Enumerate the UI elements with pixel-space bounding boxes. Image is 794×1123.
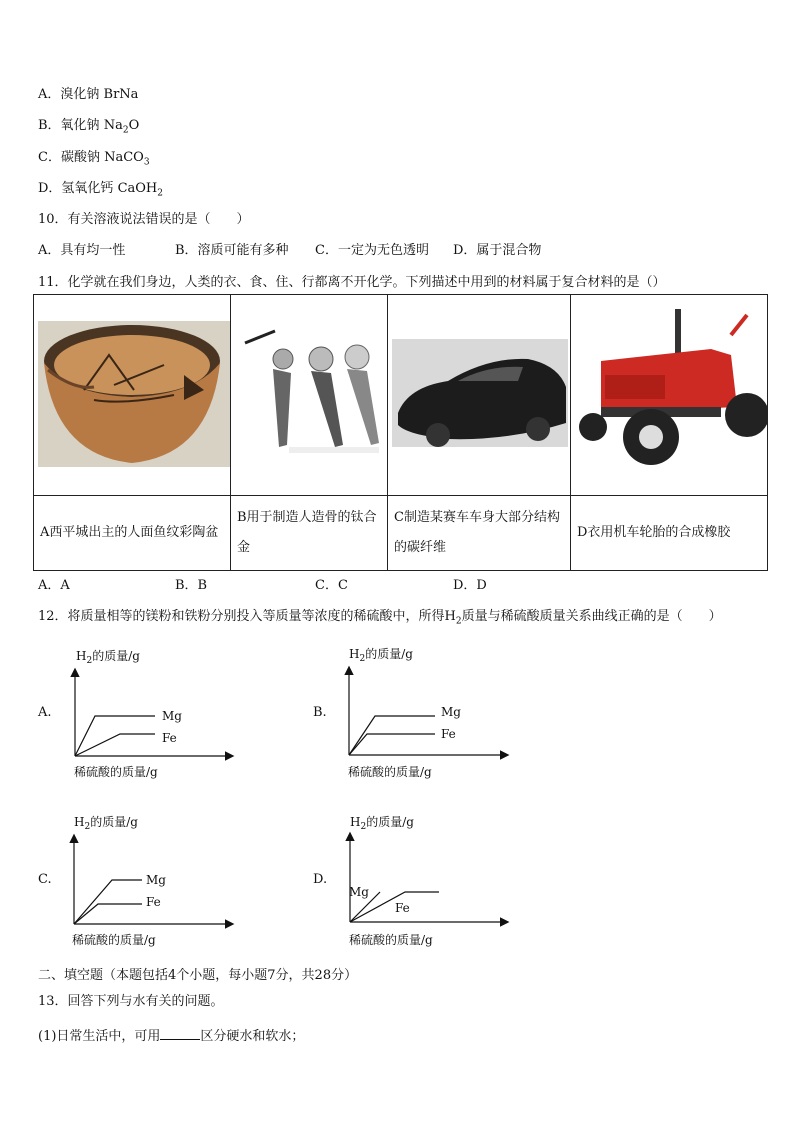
tractor-image <box>571 295 767 491</box>
q11-option-b: B．B <box>175 578 208 593</box>
graph-c-fe-label: Fe <box>146 895 161 909</box>
graph-a-fe-line <box>75 734 155 756</box>
graph-a-mg-label: Mg <box>162 709 182 723</box>
q11-material-table <box>33 294 768 571</box>
graph-a-fe-label: Fe <box>162 731 177 745</box>
q13-stem: 13．回答下列与水有关的问题。 <box>38 994 224 1009</box>
pottery-bowl-image-cell <box>34 295 231 496</box>
q10-option-c: C．一定为无色透明 <box>315 243 429 258</box>
titanium-alloy-image <box>231 295 387 491</box>
q10-option-a: A．具有均一性 <box>38 243 126 258</box>
q11-stem: 11．化学就在我们身边，人类的衣、食、住、行都离不开化学。下列描述中用到的材料属于复合材料的是（） <box>38 275 666 290</box>
q11-option-a: A．A <box>38 578 70 593</box>
answer-blank[interactable] <box>160 1027 200 1040</box>
q9-option-b: B．氧化钠 $Na_2O$ <box>38 118 140 136</box>
q9-option-c: C．碳酸钠 NaCO$_3$ <box>38 150 150 168</box>
graph-label-a: A. <box>38 705 52 720</box>
graph-label-b: B. <box>313 705 327 720</box>
caption-c: C制造某赛车车身大部分结构的碳纤维 <box>388 496 571 571</box>
q11-option-d: D．D <box>453 578 487 593</box>
tractor-image-cell <box>571 295 768 496</box>
graph-d <box>335 808 525 950</box>
graph-label-d: D. <box>313 872 328 887</box>
pottery-bowl-image <box>34 295 230 491</box>
titanium-alloy-image-cell <box>231 295 388 496</box>
graph-c-mg-label: Mg <box>146 873 166 887</box>
q9-option-d: D．氢氧化钙 CaOH$_2$ <box>38 181 163 199</box>
graph-d-xlabel: 稀硫酸的质量/g <box>349 933 433 947</box>
graph-b <box>335 638 525 780</box>
graph-b-fe-label: Fe <box>441 727 456 741</box>
graph-b-mg-label: Mg <box>441 705 461 719</box>
graph-c <box>60 808 250 950</box>
carbon-fiber-car-image <box>388 295 570 491</box>
graph-b-mg-line <box>349 716 435 755</box>
q10-option-d: D．属于混合物 <box>453 243 542 258</box>
graph-a <box>60 642 250 782</box>
graph-d-mg-label: Mg <box>349 885 369 899</box>
graph-c-xlabel: 稀硫酸的质量/g <box>72 933 156 947</box>
carbon-fiber-car-image-cell <box>388 295 571 496</box>
q10-stem: 10．有关溶液说法错误的是（ ） <box>38 212 250 227</box>
graph-b-fe-line <box>349 734 435 755</box>
q12-stem: 12．将质量相等的镁粉和铁粉分别投入等质量等浓度的稀硫酸中，所得$H_2$质量与稀硫酸质量关系曲线正确的是（ ） <box>38 609 722 627</box>
graph-b-xlabel: 稀硫酸的质量/g <box>348 765 432 779</box>
graph-c-ylabel: $H_2$的质量/g <box>74 815 138 832</box>
q11-option-c: C．C <box>315 578 348 593</box>
section-heading: 二、填空题（本题包括4个小题，每小题7分，共28分） <box>38 968 358 983</box>
graph-d-fe-label: Fe <box>395 901 410 915</box>
caption-b: B用于制造人造骨的钛合金 <box>231 496 388 571</box>
graph-label-c: C. <box>38 872 52 887</box>
graph-a-xlabel: 稀硫酸的质量/g <box>74 765 158 779</box>
graph-c-fe-line <box>74 904 142 924</box>
graph-c-mg-line <box>74 880 142 924</box>
caption-d: D衣用机车轮胎的合成橡胶 <box>571 496 768 571</box>
graph-b-ylabel: $H_2$的质量/g <box>349 647 413 664</box>
graph-d-ylabel: $H_2$的质量/g <box>350 815 414 832</box>
q9-option-a: A．溴化钠 BrNa <box>38 87 139 102</box>
caption-a: A西平城出主的人面鱼纹彩陶盆 <box>34 496 231 571</box>
graph-a-ylabel: $H_2$的质量/g <box>76 649 140 666</box>
q13-sub1: (1)日常生活中，可用 区分硬水和软水； <box>38 1029 305 1044</box>
q10-option-b: B．溶质可能有多种 <box>175 243 289 258</box>
